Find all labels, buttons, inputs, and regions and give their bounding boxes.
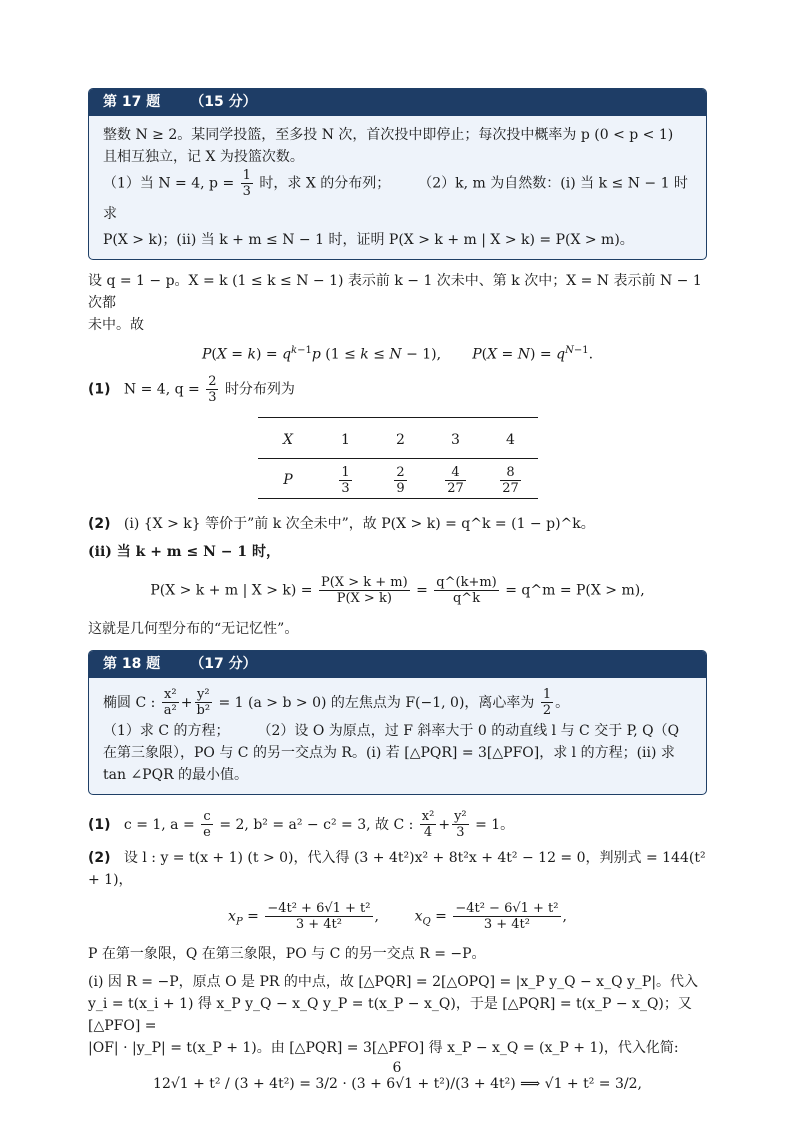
problem-title: 第 18 题 bbox=[103, 655, 161, 672]
statement-line: 在第三象限），PO 与 C 的另一交点为 R。(i) 若 [△PQR] = 3[△PFO]，求 l 的方程；(ii) 求 bbox=[103, 744, 675, 761]
fraction: $\frac{\text{x²}}{\text{a²}}$ bbox=[163, 687, 177, 719]
table-cell: 2 bbox=[373, 417, 428, 458]
problem-18-box bbox=[88, 650, 707, 795]
display-formula: $P(X = k) = q^{k-1}p$ (1 ≤ k ≤ N − 1), $P(X = N) = q^{N-1}$. bbox=[201, 345, 594, 363]
solution-text: 未中。故 bbox=[88, 317, 144, 333]
fraction: $\frac{c}{e}$ bbox=[203, 809, 211, 841]
solution-text: = 2, b² = a² − c² = 3, 故 C : bbox=[219, 816, 414, 833]
statement-text: 时，求 X 的分布列； （2）k, m 为自然数：(i) 当 k ≤ N − 1 时求 bbox=[103, 175, 688, 222]
problem-18-statement bbox=[89, 678, 706, 794]
problem-18-header bbox=[89, 651, 706, 678]
formula-text: P(X > k + m | X > k) = bbox=[150, 582, 313, 599]
part-label: (1) bbox=[88, 381, 111, 398]
solution-conclusion: 这就是几何型分布的“无记忆性”。 bbox=[88, 620, 299, 637]
solution-text: y_i = t(x_i + 1) 得 x_P y_Q − x_Q y_P = t(x_P − x_Q)，于是 [△PQR] = t(x_P − x_Q)；又 [△PFO] = bbox=[88, 995, 692, 1034]
part-label: (2) bbox=[88, 849, 111, 866]
statement-line bbox=[103, 168, 692, 229]
fraction: $\frac{1}{2}$ bbox=[542, 687, 552, 719]
statement-text: = 1 (a > b > 0) 的左焦点为 F(−1, 0)，离心率为 bbox=[218, 694, 535, 711]
table-header-p: P bbox=[258, 458, 318, 498]
solution-text: |OF| · |y_P| = t(x_P + 1)。由 [△PQR] = 3[△PFO] 得 x_P − x_Q = (x_P + 1)，代入化简: bbox=[88, 1039, 679, 1056]
fraction: $\frac{P(X > k + m)}{P(X > k)}$ bbox=[320, 574, 408, 606]
problem-17-statement bbox=[89, 116, 706, 259]
table-cell: $\frac{2}{9}$ bbox=[373, 458, 428, 498]
table-cell: $\frac{4}{27}$ bbox=[428, 458, 483, 498]
table-cell: 1 bbox=[318, 417, 373, 458]
solution-text: (ii) 当 k + m ≤ N − 1 时， bbox=[88, 543, 280, 560]
statement-line: 整数 N ≥ 2。某同学投篮，至多投 N 次，首次投中即停止；每次投中概率为 p (0 < p < 1) bbox=[103, 127, 674, 143]
statement-text: 椭圆 C : bbox=[103, 694, 156, 711]
solution-text: = 1。 bbox=[475, 816, 515, 833]
part-label: (2) bbox=[88, 515, 111, 532]
solution-text: P 在第一象限，Q 在第三象限，PO 与 C 的另一交点 R = −P。 bbox=[88, 945, 486, 962]
solution-text: (i) 因 R = −P，原点 O 是 PR 的中点，故 [△PQR] = 2[△OPQ] = |x_P y_Q − x_Q y_P|。代入 bbox=[88, 973, 699, 990]
table-cell: $\frac{8}{27}$ bbox=[483, 458, 538, 498]
fraction: $\frac{\text{−4t² + 6√1 + t²}}{\text{3 + 4t²}}$ bbox=[267, 900, 371, 932]
formula-text: = q^m = P(X > m), bbox=[505, 582, 645, 599]
table-cell: $\frac{1}{3}$ bbox=[318, 458, 373, 498]
statement-line: （1）求 C 的方程； （2）设 O 为原点，过 F 斜率大于 0 的动直线 l 与 C 交于 P, Q（Q bbox=[103, 722, 680, 739]
problem-points: （15 分） bbox=[190, 94, 257, 110]
solution-text: 设 q = 1 − p。X = k (1 ≤ k ≤ N − 1) 表示前 k − 1 次未中、第 k 次中；X = N 表示前 N − 1 次都 bbox=[88, 273, 702, 311]
problem-title: 第 17 题 bbox=[103, 94, 161, 110]
table-cell: 3 bbox=[428, 417, 483, 458]
fraction: $\frac{\text{y²}}{\text{b²}}$ bbox=[196, 687, 211, 719]
fraction: $\frac{2}{3}$ bbox=[208, 373, 217, 405]
solution-text: (i) {X > k} 等价于”前 k 次全未中”，故 P(X > k) = q^k = (1 − p)^k。 bbox=[123, 515, 595, 532]
fraction: $\frac{\text{x²}}{4}$ bbox=[421, 809, 435, 841]
problem-17-header bbox=[89, 89, 706, 116]
solution-part-1: (1) c = 1, a = $\frac{c}{e}$ = 2, b² = a² − c² = 3, 故 C : $\frac{\text{x²}}{4}$ + $\frac{\text{y²}}{3}$ = 1。 bbox=[88, 809, 515, 841]
statement-line: tan ∠PQR 的最小值。 bbox=[103, 766, 249, 783]
solution-part-2 bbox=[88, 513, 707, 535]
solution-text: 设 l : y = t(x + 1) (t > 0)，代入得 (3 + 4t²)x² + 8t²x + 4t² − 12 = 0，判别式 = 144(t² + 1)， bbox=[88, 849, 706, 888]
problem-points: （17 分） bbox=[190, 655, 257, 672]
part-label: (1) bbox=[88, 816, 111, 833]
statement-text: （1）当 N = 4, p = bbox=[103, 175, 235, 192]
distribution-table bbox=[258, 417, 538, 499]
fraction: $\frac{\text{−4t² − 6√1 + t²}}{\text{3 + 4t²}}$ bbox=[455, 900, 559, 932]
display-formula: 12√1 + t² / (3 + 4t²) = 3/2 · (3 + 6√1 + t²)/(3 + 4t²) ⟹ √1 + t² = 3/2, bbox=[153, 1075, 642, 1092]
display-formula: $x_P$ = $\frac{\text{−4t² + 6√1 + t²}}{\text{3 + 4t²}}$ , $x_Q$ = $\frac{\text{−4t² − 6√1 + t²}}{\text{3 + 4t²}}$ , bbox=[228, 900, 567, 932]
document-page bbox=[88, 88, 707, 1109]
table-cell: 4 bbox=[483, 417, 538, 458]
statement-line: P(X > k)；(ii) 当 k + m ≤ N − 1 时，证明 P(X > k + m | X > k) = P(X > m)。 bbox=[103, 232, 634, 248]
statement-line: 且相互独立，记 X 为投篮次数。 bbox=[103, 149, 304, 165]
solution-part-2 bbox=[88, 847, 707, 891]
solution-text: c = 1, a = bbox=[123, 816, 195, 833]
statement-line: 椭圆 C : $\frac{\text{x²}}{\text{a²}}$ + $\frac{\text{y²}}{\text{b²}}$ = 1 (a > b > 0) 的左焦点为 F(−1, 0)，离心率为 $\frac{1}{2}$ 。 bbox=[103, 687, 570, 719]
solution-part-1 bbox=[88, 374, 707, 405]
problem-17-box bbox=[88, 88, 707, 260]
display-formula: P(X > k + m | X > k) = $\frac{P(X > k + m)}{P(X > k)}$ = $\frac{q\^{}(k+m)}{q\^{}k}$ = q^m = P(X > m), bbox=[150, 574, 645, 606]
fraction: $\frac{q\^{}(k+m)}{q\^{}k}$ bbox=[436, 574, 497, 606]
fraction: $\frac{\text{y²}}{3}$ bbox=[454, 809, 467, 841]
page-number: 6 bbox=[392, 1060, 402, 1076]
solution-text: 时分布列为 bbox=[224, 381, 295, 398]
table-header-x: X bbox=[258, 417, 318, 458]
fraction: $\frac{1}{3}$ bbox=[242, 168, 251, 199]
solution-text: N = 4, q = bbox=[123, 381, 200, 398]
